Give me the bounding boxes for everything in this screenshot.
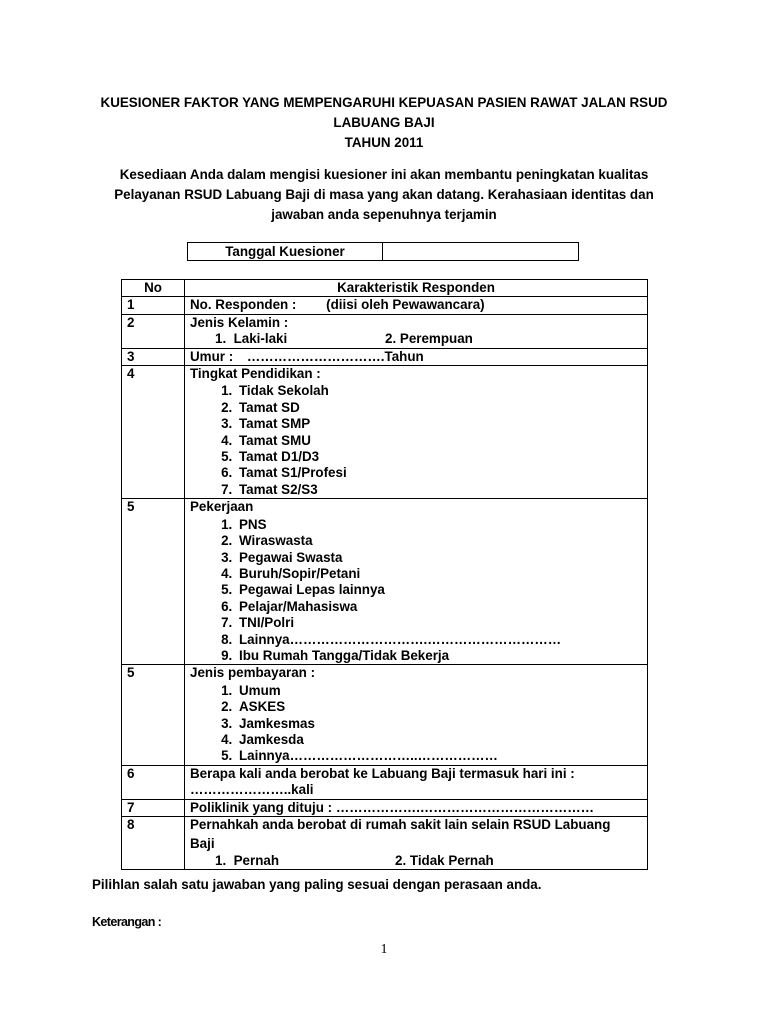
tanggal-kuesioner-label: Tanggal Kuesioner: [188, 243, 383, 260]
table-row: [122, 499, 648, 665]
row-number: 8: [122, 817, 185, 870]
pekerjaan-label: Pekerjaan: [190, 499, 254, 515]
list-item[interactable]: 3. Jamkesmas: [236, 716, 642, 732]
row-content: [185, 499, 648, 665]
list-item[interactable]: 3. Tamat SMP: [236, 416, 642, 432]
umur-fill[interactable]: ………………………….Tahun: [246, 348, 424, 364]
no-responden-note: (diisi oleh Pewawancara): [326, 297, 485, 313]
list-item[interactable]: 4. Buruh/Sopir/Petani: [236, 566, 642, 582]
table-row: [122, 348, 648, 365]
list-item[interactable]: 5. Lainnya………………………..………………: [236, 748, 642, 764]
respondent-table: [121, 279, 648, 870]
row-number: 3: [122, 348, 185, 365]
row-number: 1: [122, 297, 185, 314]
row-number: 5: [122, 499, 185, 665]
pembayaran-options: [190, 683, 642, 765]
jenis-kelamin-options: [190, 331, 642, 347]
list-item[interactable]: 8. Lainnya………………………….…………………………: [236, 632, 642, 648]
list-item[interactable]: 4. Jamkesda: [236, 732, 642, 748]
instruction-text: Pilihlan salah satu jawaban yang paling sesuai dengan perasaan anda.: [92, 877, 542, 892]
intro-line-1: Kesediaan Anda dalam mengisi kuesioner ini akan membantu peningkatan kualitas: [119, 167, 649, 182]
pendidikan-label: Tingkat Pendidikan :: [190, 366, 321, 382]
berobat-kali-fill[interactable]: …………………..kali: [190, 782, 314, 798]
list-item[interactable]: 1. PNS: [236, 517, 642, 533]
title-line-3: TAHUN 2011: [344, 135, 424, 150]
row-content: [185, 665, 648, 765]
poliklinik-label: Poliklinik yang dituju :: [190, 799, 333, 815]
umur-label: Umur :: [190, 348, 234, 364]
col-header-karakteristik: Karakteristik Responden: [185, 280, 648, 297]
intro-line-3: jawaban anda sepenuhnya terjamin: [271, 207, 497, 222]
rumah-sakit-lain-options: [190, 853, 642, 869]
keterangan-label: Keterangan :: [92, 915, 162, 929]
row-number: 2: [122, 314, 185, 348]
intro-line-2: Pelayanan RSUD Labuang Baji di masa yang akan datang. Kerahasiaan identitas dan: [114, 187, 654, 202]
list-item[interactable]: 3. Pegawai Swasta: [236, 550, 642, 566]
list-item[interactable]: 1. Umum: [236, 683, 642, 699]
row-content: [185, 297, 648, 314]
row-content: [185, 366, 648, 499]
row-content: [185, 799, 648, 816]
list-item[interactable]: 2. Wiraswasta: [236, 533, 642, 549]
table-row: [122, 799, 648, 816]
title-line-2: LABUANG BAJI: [333, 115, 435, 130]
option-tidak-pernah[interactable]: 2. Tidak Pernah: [395, 852, 494, 868]
document-title: [0, 93, 768, 153]
row-content: [185, 314, 648, 348]
pendidikan-options: [190, 383, 642, 498]
row-content: [185, 765, 648, 799]
row-number: 6: [122, 765, 185, 799]
table-row: [122, 314, 648, 348]
intro-paragraph: [80, 165, 688, 225]
table-row: [122, 665, 648, 765]
table-row: [122, 366, 648, 499]
list-item[interactable]: 5. Tamat D1/D3: [236, 449, 642, 465]
list-item[interactable]: 5. Pegawai Lepas lainnya: [236, 582, 642, 598]
list-item[interactable]: 4. Tamat SMU: [236, 433, 642, 449]
list-item[interactable]: 2. Tamat SD: [236, 400, 642, 416]
list-item[interactable]: 7. Tamat S2/S3: [236, 482, 642, 498]
jenis-kelamin-label: Jenis Kelamin :: [190, 314, 289, 330]
list-item[interactable]: 2. ASKES: [236, 699, 642, 715]
tanggal-kuesioner-box: [187, 242, 579, 261]
table-row: [122, 817, 648, 870]
list-item[interactable]: 6. Pelajar/Mahasiswa: [236, 599, 642, 615]
pembayaran-label: Jenis pembayaran :: [190, 665, 316, 681]
list-item[interactable]: 7. TNI/Polri: [236, 615, 642, 631]
row-content: [185, 348, 648, 365]
list-item[interactable]: 1. Tidak Sekolah: [236, 383, 642, 399]
no-responden-label: No. Responden :: [190, 297, 297, 313]
poliklinik-fill[interactable]: ……………….…………………………………: [335, 799, 594, 815]
table-row: [122, 297, 648, 314]
rumah-sakit-lain-label-1: Pernahkah anda berobat di rumah sakit lain selain RSUD Labuang: [190, 817, 611, 832]
row-number: 5: [122, 665, 185, 765]
table-header-row: [122, 280, 648, 297]
col-header-no: No: [122, 280, 185, 297]
title-line-1: KUESIONER FAKTOR YANG MEMPENGARUHI KEPUASAN PASIEN RAWAT JALAN RSUD: [100, 95, 668, 110]
list-item[interactable]: 9. Ibu Rumah Tangga/Tidak Bekerja: [236, 648, 642, 664]
row-number: 7: [122, 799, 185, 816]
option-pernah[interactable]: 1. Pernah: [215, 852, 280, 868]
row-number: 4: [122, 366, 185, 499]
list-item[interactable]: 6. Tamat S1/Profesi: [236, 465, 642, 481]
pekerjaan-options: [190, 517, 642, 665]
option-laki-laki[interactable]: 1. Laki-laki: [215, 331, 288, 347]
row-content: [185, 817, 648, 870]
rumah-sakit-lain-label-2: Baji: [190, 836, 215, 852]
berobat-kali-label: Berapa kali anda berobat ke Labuang Baji termasuk hari ini :: [190, 765, 575, 781]
page-number: 1: [380, 942, 388, 957]
option-perempuan[interactable]: 2. Perempuan: [385, 331, 473, 347]
table-row: [122, 765, 648, 799]
